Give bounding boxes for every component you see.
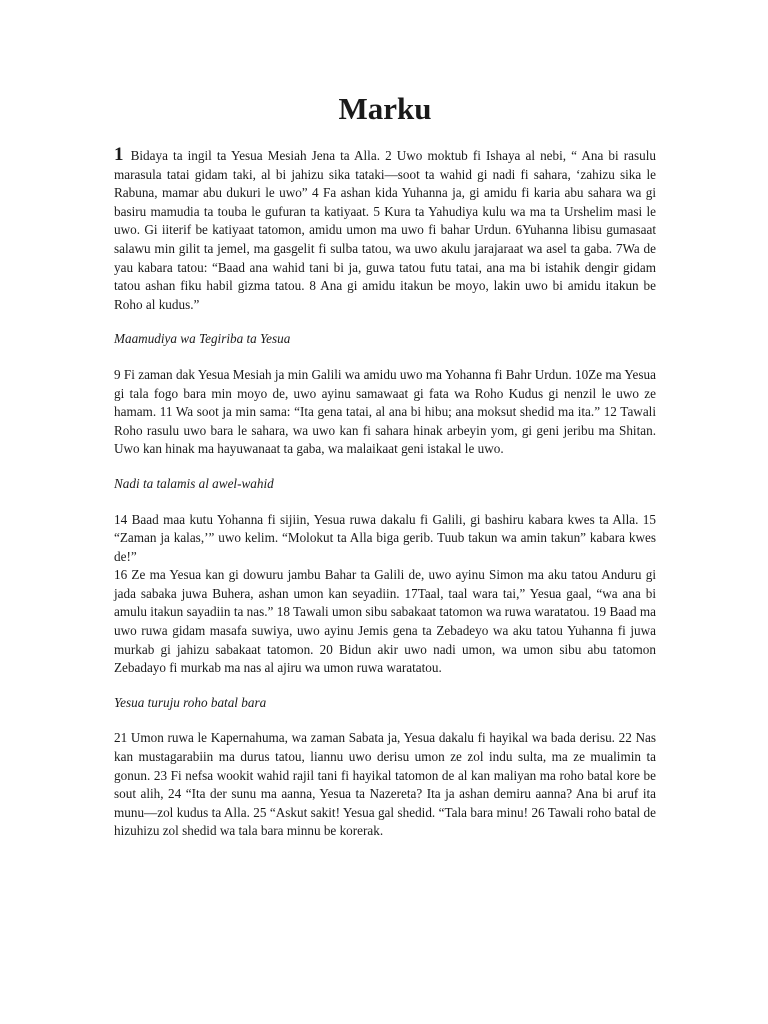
document-page: [114, 0, 656, 841]
section-heading-disciples: Nadi ta talamis al awel-wahid: [114, 475, 274, 491]
paragraph-1-text: Bidaya ta ingil ta Yesua Mesiah Jena ta Alla. 2 Uwo moktub fi Ishaya al nebi, “ Ana bi rasulu marasula tatai gidam taki, al bi jahizu sika tataki—soot ta wahid gi nadi fi sahara, ‘zahizu sika le Rabuna, mamar abu dukuri le uwo” 4 Fa ashan kida Yuhanna ja, gi amidu fi karia abu sahara wa gi basiru mamudia ta touba le gufuran ta katiyaat. 5 Kura ta Yahudiya kulu wa ma ta Urshelim masi le uwo. Gi iiterif be katiyaat tatomon, amidu umon ma uwo fi bahar Urdun. 6Yuhanna libisu gumasaat salawu min gilit ta jemel, ma gasgelit fi sulba tatou, wa uwo akulu jarajaraat wa asel ta gaba. 7Wa de yau kabara tatou: “Baad ana wahid tani bi ja, guwa tatou futu tatai, ana ma bi istahik dengir gidam tatou ashan fiku habil gizma tatou. 8 Ana gi amidu itakun be moyo, lakin uwo bi amidu itakun be Roho al kudus.”: [114, 148, 656, 312]
section-heading-evil-spirit: Yesua turuju roho batal bara: [114, 694, 267, 710]
section-heading-baptism: Maamudiya wa Tegiriba ta Yesua: [114, 331, 291, 347]
paragraph-1: [114, 144, 656, 314]
paragraph-4: 16 Ze ma Yesua kan gi dowuru jambu Bahar ta Galili de, uwo ayinu Simon ma aku tatou Anduru gi jada sabaka juwa Buhera, ashan umon kan seyadiin. 17Taal, taal wara tai,” Yesua gaal, “wa ana bi amulu itakun sayadiin ta nas.” 18 Tawali umon sibu sabakaat tatomon wa ruwa waratatou. 19 Baad ma uwo ruwa gidam masafa suwiya, uwo ayinu Jemis gena ta Zebadeyo wa aku tatou Yuhanna fi juwa murkab gi jahizu sabakaat tatomon. 20 Bidun akir uwo nadi umon, wa umon sibu abu tatomon Zebadayo fi murkab ma nas al ajiru wa umon ruwa waratatou.: [114, 567, 656, 676]
paragraph-3: 14 Baad maa kutu Yohanna fi sijiin, Yesua ruwa dakalu fi Galili, gi bashiru kabara kwes ta Alla. 15 “Zaman ja kalas,’” uwo kelim. “Molokut ta Alla biga gerib. Tuub takun wa amin takun” kabara kwes de!”: [114, 511, 656, 564]
page-title: Marku: [338, 91, 432, 126]
paragraph-5: 21 Umon ruwa le Kapernahuma, wa zaman Sabata ja, Yesua dakalu fi hayikal wa bada derisu. 22 Nas kan mustagarabiin ma durus tatou, liannu uwo derisu umon ze zol indu sulta, ma ze mualimin ta gonun. 23 Fi nefsa wookit wahid rajil tani fi hayikal tatomon de al kan maliyan ma roho batal kore be sout alih, 24 “Ita der sunu ma aanna, Yesua ta Nazereta? Ita ja ashan demiru aanna? Ana bi aruf ita munu—zol kudus ta Alla. 25 “Askut sakit! Yesua gal shedid. “Tala bara minu! 26 Tawali roho batal de hizuhizu zol shedid wa tala bara minnu be korerak.: [114, 730, 656, 839]
paragraph-2: 9 Fi zaman dak Yesua Mesiah ja min Galili wa amidu uwo ma Yohanna fi Bahr Urdun. 10Ze ma Yesua gi tala fogo bara min moyo de, uwo ayinu samawaat gi fata wa Roho Kudus gi nenzil le uwo ze hamam. 11 Wa soot ja min sama: “Ita gena tatai, al ana bi hibu; ana moksut shedid ma ita.” 12 Tawali Roho rasulu uwo bara le sahara, wa uwo kan fi sahara hinak arbeyin yom, gi geni jeribu ma Shitan. Uwo kan hinak ma hayuwanaat ta gaba, wa malaikaat geni istakal le uwo.: [114, 366, 656, 457]
chapter-number: 1: [114, 144, 124, 165]
